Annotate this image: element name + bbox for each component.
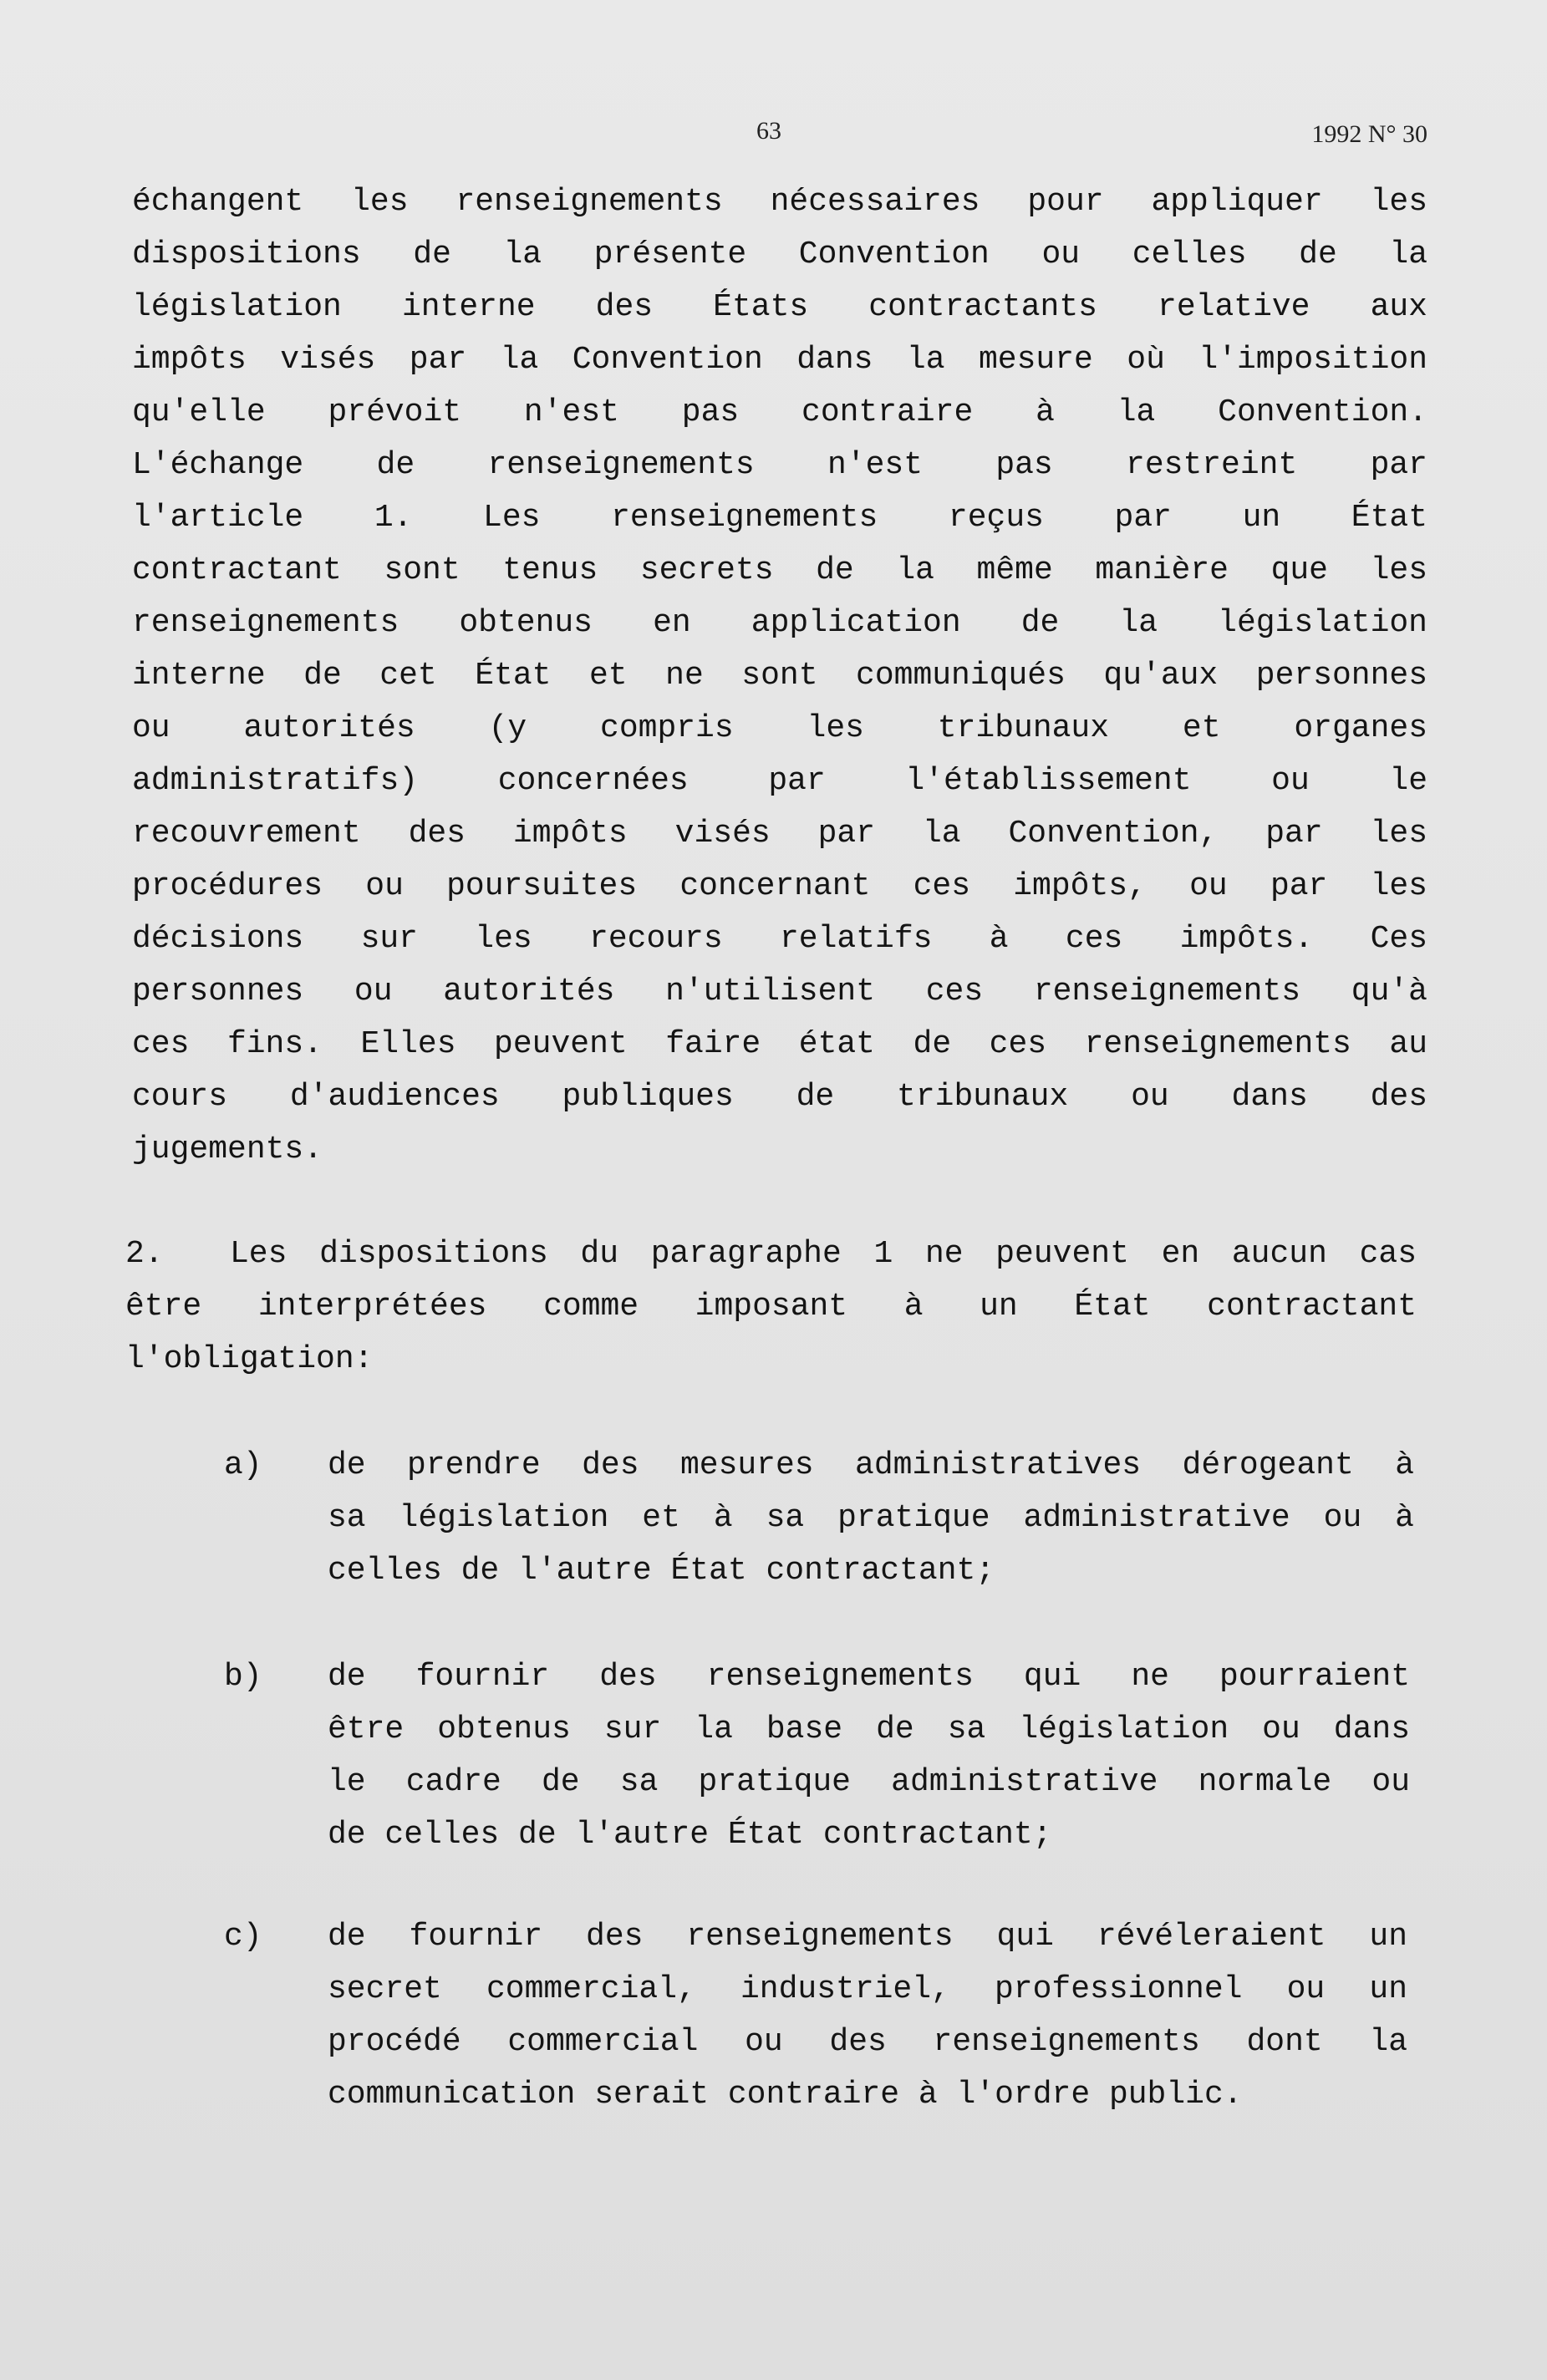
paragraph-line: l'obligation: [125, 1341, 374, 1377]
paragraph-line: échangent les renseignements nécessaires pour appliquer les [132, 184, 1427, 220]
list-item-line: de prendre des mesures administratives dérogeant à [328, 1447, 1414, 1483]
list-item-line: le cadre de sa pratique administrative normale ou [328, 1764, 1410, 1800]
page-number: 63 [756, 117, 781, 145]
paragraph-line: qu'elle prévoit n'est pas contraire à la Convention. [132, 394, 1427, 430]
list-item-line: sa législation et à sa pratique administrative ou à [328, 1500, 1414, 1536]
list-item-line: de celles de l'autre État contractant; [328, 1817, 1052, 1853]
list-item-line: procédé commercial ou des renseignements dont la [328, 2024, 1407, 2060]
paragraph-line: administratifs) concernées par l'établissement ou le [132, 763, 1427, 799]
list-item-marker: a) [224, 1447, 262, 1483]
paragraph-line: ou autorités (y compris les tribunaux et organes [132, 710, 1427, 746]
paragraph-line: ces fins. Elles peuvent faire état de ces renseignements au [132, 1026, 1427, 1062]
list-item-line: secret commercial, industriel, professionnel ou un [328, 1971, 1407, 2007]
paragraph-line: contractant sont tenus secrets de la même manière que les [132, 552, 1427, 588]
paragraph-line: décisions sur les recours relatifs à ces impôts. Ces [132, 921, 1427, 957]
paragraph-line: L'échange de renseignements n'est pas restreint par [132, 447, 1427, 483]
paragraph-line: Les dispositions du paragraphe 1 ne peuvent en aucun cas [230, 1236, 1417, 1272]
document-reference: 1992 N° 30 [1311, 120, 1427, 148]
paragraph-number: 2. [125, 1236, 164, 1272]
list-item-marker: b) [224, 1659, 262, 1695]
paragraph-line: interne de cet État et ne sont communiqués qu'aux personnes [132, 658, 1427, 694]
paragraph-line: impôts visés par la Convention dans la mesure où l'imposition [132, 342, 1427, 378]
paragraph-line: dispositions de la présente Convention ou celles de la [132, 236, 1427, 272]
paragraph-line: renseignements obtenus en application de la législation [132, 605, 1427, 641]
paragraph-line: recouvrement des impôts visés par la Convention, par les [132, 816, 1427, 852]
list-item-line: de fournir des renseignements qui ne pourraient [328, 1659, 1410, 1695]
list-item-line: de fournir des renseignements qui révéleraient un [328, 1919, 1407, 1955]
paragraph-line: personnes ou autorités n'utilisent ces renseignements qu'à [132, 974, 1427, 1009]
paragraph-line: législation interne des États contractants relative aux [132, 289, 1427, 325]
list-item-line: communication serait contraire à l'ordre public. [328, 2077, 1243, 2113]
page-header [0, 117, 1547, 159]
list-item-marker: c) [224, 1919, 262, 1955]
paragraph-line: procédures ou poursuites concernant ces impôts, ou par les [132, 868, 1427, 904]
list-item-line: être obtenus sur la base de sa législation ou dans [328, 1711, 1410, 1747]
paragraph-line: cours d'audiences publiques de tribunaux ou dans des [132, 1079, 1427, 1115]
paragraph-line: être interprétées comme imposant à un État contractant [125, 1289, 1417, 1325]
paragraph-line: jugements. [132, 1132, 323, 1167]
list-item-line: celles de l'autre État contractant; [328, 1553, 995, 1589]
paragraph-line: l'article 1. Les renseignements reçus par un État [132, 500, 1427, 536]
